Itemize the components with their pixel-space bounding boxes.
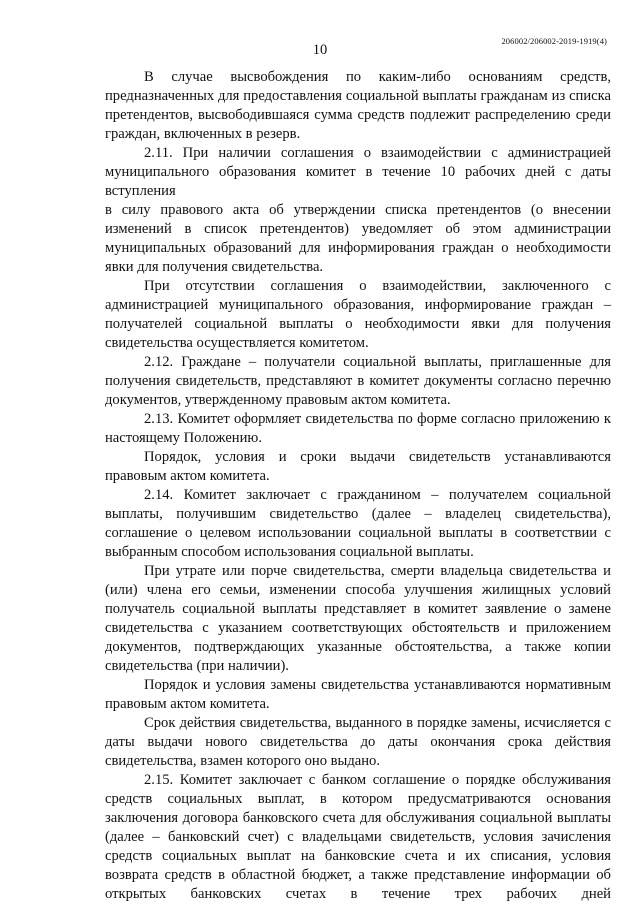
paragraph: При утрате или порче свидетельства, смерти владельца свидетельства и (или) члена его семьи, изменении способа улучшения жилищных условий получатель социальной выплаты представляет в комитет заявление о замене свидетельства с указанием соответствующих обстоятельств и приложением документов, подтверждающих указанные обстоятельства, а также копии свидетельства (при наличии).	[105, 563, 611, 674]
paragraph: 2.14. Комитет заключает с гражданином – получателем социальной выплаты, получившим свидетельство (далее – владелец свидетельства), соглашение о целевом использовании социальной выплаты в соответствии с выбранным способом использования социальной выплаты.	[105, 487, 611, 560]
paragraph: Срок действия свидетельства, выданного в порядке замены, исчисляется с даты выдачи нового свидетельства до даты окончания срока действия свидетельства, взамен которого оно выдано.	[105, 715, 611, 769]
paragraph: 2.12. Граждане – получатели социальной выплаты, приглашенные для получения свидетельств, представляют в комитет документы согласно перечню документов, утвержденному правовым актом комитета.	[105, 354, 611, 408]
document-code: 206002/206002-2019-1919(4)	[501, 36, 607, 46]
paragraph: Порядок и условия замены свидетельства устанавливаются нормативным правовым актом комитета.	[105, 677, 611, 712]
paragraph: 2.15. Комитет заключает с банком соглашение о порядке обслуживания средств социальных выплат, в котором предусматриваются основания заключения договора банковского счета для обслуживания социальной выплаты (далее – банковский счет) с владельцами свидетельств, условия зачисления средств социальных выплат на банковские счета и их списания, условия возврата средств в областной бюджет, а также представление информации об открытых банковских счетах в течение трех рабочих дней	[105, 772, 611, 902]
document-body	[105, 68, 611, 904]
page-number: 10	[312, 42, 328, 58]
paragraph: Порядок, условия и сроки выдачи свидетельств устанавливаются правовым актом комитета.	[105, 449, 611, 484]
paragraph: 2.11. При наличии соглашения о взаимодействии с администрацией муниципального образования комитет в течение 10 рабочих дней с даты вступления	[105, 145, 611, 199]
paragraph: В случае высвобождения по каким-либо основаниям средств, предназначенных для предоставления социальной выплаты гражданам из списка претендентов, высвободившаяся сумма средств подлежит распределению среди граждан, включенных в резерв.	[105, 69, 611, 142]
paragraph: в силу правового акта об утверждении списка претендентов (о внесении изменений в список претендентов) уведомляет об этом администрации муниципальных образований для информирования граждан о необходимости явки для получения свидетельства.	[105, 202, 611, 275]
paragraph: 2.13. Комитет оформляет свидетельства по форме согласно приложению к настоящему Положению.	[105, 411, 611, 446]
paragraph: При отсутствии соглашения о взаимодействии, заключенного с администрацией муниципального образования, информирование граждан – получателей социальной выплаты о необходимости явки для получения свидетельства осуществляется комитетом.	[105, 278, 611, 351]
